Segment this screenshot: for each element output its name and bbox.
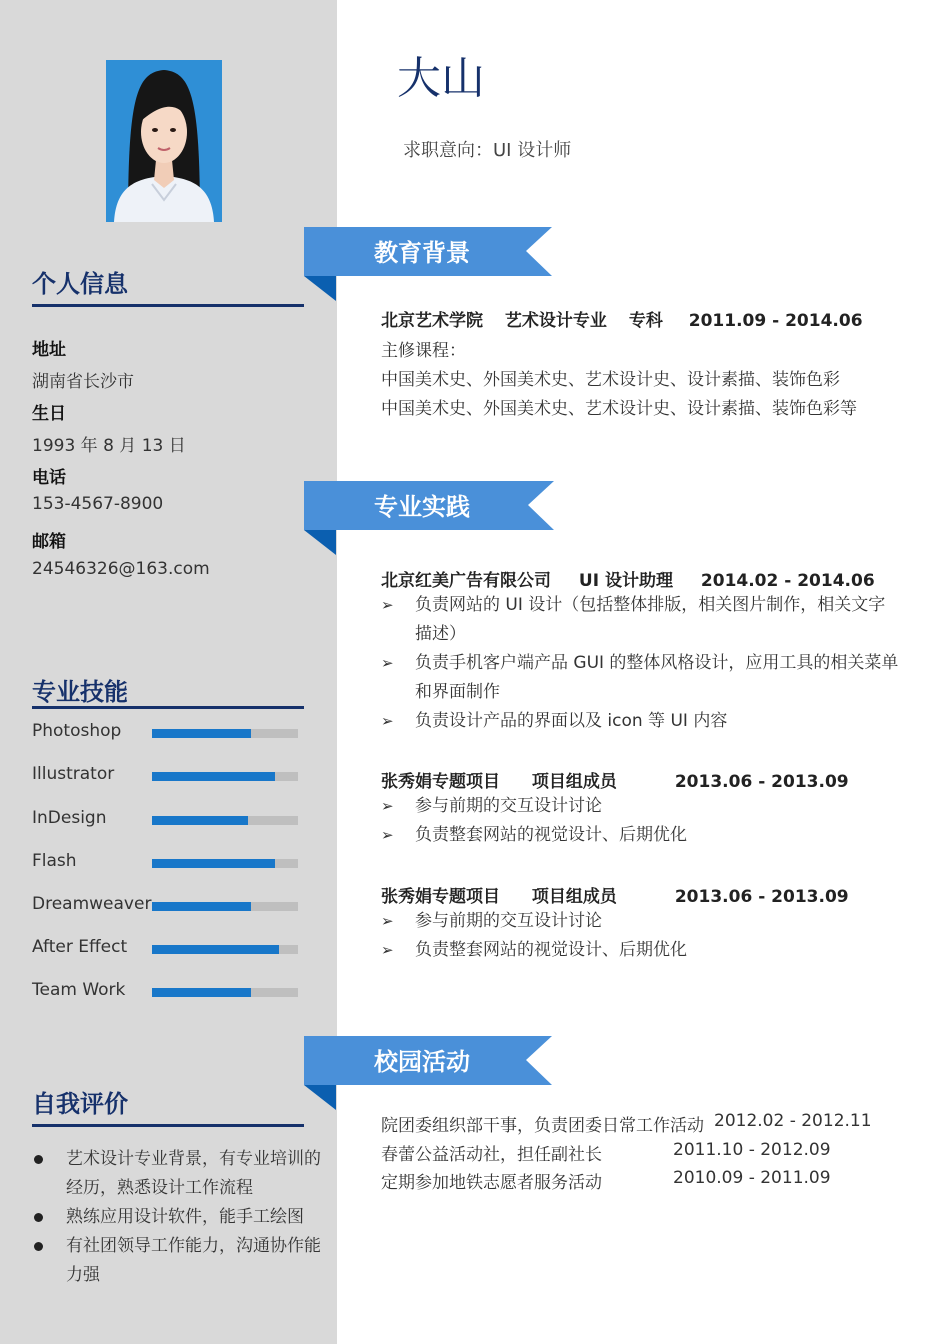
skill-bar-fill [152, 816, 248, 825]
courses-line: 中国美术史、外国美术史、艺术设计史、设计素描、装饰色彩 [381, 370, 840, 390]
education-header [381, 306, 863, 331]
education-dates: 2011.09 - 2014.06 [688, 311, 863, 331]
skill-bar-fill [152, 945, 279, 954]
job-org: 张秀娟专题项目 [381, 887, 500, 907]
major: 艺术设计专业 [504, 311, 607, 331]
profile-photo [106, 60, 222, 222]
list-item [381, 707, 901, 736]
skill-row [32, 937, 298, 959]
section-title: 校园活动 [374, 1048, 470, 1076]
skill-row [32, 980, 298, 1002]
arrow-bullet-icon: ➢ [381, 654, 394, 672]
job-org: 张秀娟专题项目 [381, 772, 500, 792]
bullet-dot-icon [34, 1155, 43, 1164]
portrait-icon [106, 60, 222, 222]
birth-label: 生日 [32, 404, 66, 424]
candidate-name: 大山 [397, 53, 485, 104]
job-role: 项目组成员 [531, 887, 617, 907]
activity-row [381, 1168, 901, 1196]
job-duties [381, 792, 901, 850]
job-duties [381, 907, 901, 965]
skill-bar-track [152, 859, 298, 868]
email-label: 邮箱 [32, 532, 66, 552]
job-dates: 2013.06 - 2013.09 [674, 772, 849, 792]
courses-label: 主修课程： [381, 341, 466, 361]
skill-row [32, 851, 298, 873]
list-item [381, 936, 901, 965]
list-item-text: 负责整套网站的视觉设计、后期优化 [415, 940, 687, 960]
bullet-dot-icon [34, 1213, 43, 1222]
activity-dates: 2012.02 - 2012.11 [714, 1111, 872, 1131]
skill-name: Photoshop [32, 721, 122, 741]
arrow-bullet-icon: ➢ [381, 826, 394, 844]
list-item [381, 821, 901, 850]
list-item [381, 649, 901, 707]
job-dates: 2013.06 - 2013.09 [674, 887, 849, 907]
activity-text: 春蕾公益活动社，担任副社长 [381, 1145, 602, 1165]
skill-bar-track [152, 772, 298, 781]
activity-dates: 2010.09 - 2011.09 [673, 1168, 831, 1188]
phone-label: 电话 [32, 468, 66, 488]
list-item-text: 参与前期的交互设计讨论 [415, 796, 602, 816]
skills-rule [32, 706, 304, 709]
activity-dates: 2011.10 - 2012.09 [673, 1140, 831, 1160]
list-item [381, 907, 901, 936]
section-title: 专业实践 [374, 493, 470, 521]
self-eval-list [30, 1145, 330, 1290]
skill-name: Team Work [32, 980, 126, 1000]
skill-row [32, 894, 298, 916]
list-item [30, 1232, 330, 1290]
job-dates: 2014.02 - 2014.06 [700, 571, 875, 591]
job-header [381, 767, 849, 792]
personal-info-heading: 个人信息 [32, 270, 128, 298]
skill-bar-fill [152, 729, 251, 738]
phone-value: 153-4567-8900 [32, 494, 164, 514]
skill-name: InDesign [32, 808, 107, 828]
job-duties [381, 591, 901, 736]
self-eval-heading: 自我评价 [32, 1090, 128, 1118]
skill-bar-track [152, 902, 298, 911]
arrow-bullet-icon: ➢ [381, 797, 394, 815]
skill-bar-track [152, 816, 298, 825]
list-item-text: 负责手机客户端产品 GUI 的整体风格设计，应用工具的相关菜单和界面制作 [415, 653, 899, 702]
job-role: UI 设计助理 [578, 571, 673, 591]
list-item [381, 792, 901, 821]
activity-row [381, 1140, 901, 1168]
activity-row [381, 1111, 901, 1139]
list-item-text: 负责整套网站的视觉设计、后期优化 [415, 825, 687, 845]
courses-line: 中国美术史、外国美术史、艺术设计史、设计素描、装饰色彩等 [381, 399, 857, 419]
list-item [30, 1203, 330, 1232]
list-item-text: 有社团领导工作能力，沟通协作能力强 [66, 1236, 321, 1285]
skill-bar-fill [152, 859, 275, 868]
self-eval-rule [32, 1124, 304, 1127]
skill-row [32, 764, 298, 786]
job-intent: 求职意向：UI 设计师 [403, 140, 572, 161]
list-item [30, 1145, 330, 1203]
skill-bar-track [152, 729, 298, 738]
skill-row [32, 721, 298, 743]
degree: 专科 [628, 311, 663, 331]
arrow-bullet-icon: ➢ [381, 912, 394, 930]
job-header [381, 566, 875, 591]
bullet-dot-icon [34, 1242, 43, 1251]
skill-name: Illustrator [32, 764, 115, 784]
arrow-bullet-icon: ➢ [381, 712, 394, 730]
school-name: 北京艺术学院 [381, 311, 483, 331]
job-org: 北京红美广告有限公司 [381, 571, 551, 591]
list-item-text: 熟练应用设计软件，能手工绘图 [66, 1207, 304, 1227]
activity-text: 院团委组织部干事，负责团委日常工作活动 [381, 1116, 704, 1136]
list-item-text: 参与前期的交互设计讨论 [415, 911, 602, 931]
personal-info-rule [32, 304, 304, 307]
skill-bar-track [152, 945, 298, 954]
list-item-text: 负责设计产品的界面以及 icon 等 UI 内容 [415, 711, 728, 731]
skills-heading: 专业技能 [32, 678, 128, 706]
address-value: 湖南省长沙市 [32, 372, 134, 392]
skill-name: After Effect [32, 937, 128, 957]
birth-value: 1993 年 8 月 13 日 [32, 436, 186, 456]
skill-bar-fill [152, 988, 251, 997]
list-item-text: 负责网站的 UI 设计（包括整体排版，相关图片制作，相关文字描述） [415, 595, 886, 644]
skill-bar-track [152, 988, 298, 997]
job-header [381, 882, 849, 907]
skill-name: Flash [32, 851, 77, 871]
arrow-bullet-icon: ➢ [381, 941, 394, 959]
section-title: 教育背景 [374, 239, 470, 267]
skill-bar-fill [152, 772, 275, 781]
skill-bar-fill [152, 902, 251, 911]
address-label: 地址 [32, 340, 66, 360]
activity-text: 定期参加地铁志愿者服务活动 [381, 1173, 602, 1193]
email-value: 24546326@163.com [32, 559, 210, 579]
job-role: 项目组成员 [531, 772, 617, 792]
list-item [381, 591, 901, 649]
skill-row [32, 808, 298, 830]
list-item-text: 艺术设计专业背景，有专业培训的经历，熟悉设计工作流程 [66, 1149, 321, 1198]
skill-name: Dreamweaver [32, 894, 152, 914]
arrow-bullet-icon: ➢ [381, 596, 394, 614]
